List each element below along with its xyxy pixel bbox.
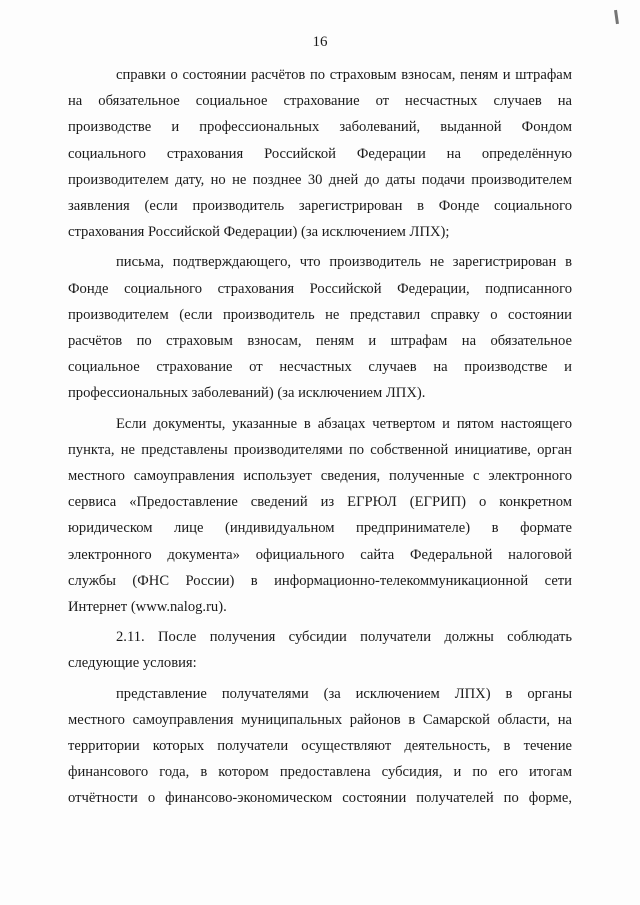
text-line: письма, подтверждающего, что производитель не зарегистрирован в bbox=[116, 254, 572, 271]
paragraph-letter bbox=[68, 249, 572, 406]
text-line: представление получателями (за исключением ЛПХ) в органы bbox=[116, 685, 572, 702]
text-line: пункта, не представлены производителями по собственной инициативе, орган bbox=[68, 441, 572, 458]
text-line: следующие условия: bbox=[68, 655, 197, 672]
text-line: Интернет (www.nalog.ru). bbox=[68, 599, 227, 616]
text-line: финансового года, в котором предоставлена субсидия, и по его итогам bbox=[68, 764, 572, 781]
text-line: производителем дату, но не позднее 30 дней до даты подачи производителем bbox=[68, 171, 572, 188]
text-line: профессиональных заболеваний) (за исключением ЛПХ). bbox=[68, 385, 426, 402]
paragraph-reporting bbox=[68, 681, 572, 812]
paragraph-section-2-11 bbox=[68, 624, 572, 676]
text-line: страхования Российской Федерации) (за исключением ЛПХ); bbox=[68, 224, 450, 241]
text-line: электронного документа» официального сайта Федеральной налоговой bbox=[68, 546, 572, 563]
paragraph-documents bbox=[68, 411, 572, 621]
text-line: службы (ФНС России) в информационно-телекоммуникационной сети bbox=[68, 572, 572, 589]
text-line: сервиса «Предоставление сведений из ЕГРЮЛ (ЕГРИП) о конкретном bbox=[68, 494, 572, 511]
text-line: на обязательное социальное страхование от несчастных случаев на bbox=[68, 93, 572, 110]
text-line: отчётности о финансово-экономическом состоянии получателей по форме, bbox=[68, 790, 572, 807]
text-line: заявления (если производитель зарегистрирован в Фонде социального bbox=[68, 198, 572, 215]
text-line: социального страхования Российской Федерации на определённую bbox=[68, 145, 572, 162]
text-line: производстве и профессиональных заболеваний, выданной Фондом bbox=[68, 119, 572, 136]
text-line: 2.11. После получения субсидии получатели должны соблюдать bbox=[116, 629, 572, 646]
document-body bbox=[68, 62, 572, 812]
text-line: социальное страхование от несчастных случаев на производстве и bbox=[68, 359, 572, 376]
text-line: юридическом лице (индивидуальном предпринимателе) в формате bbox=[68, 520, 572, 537]
text-line: территории которых получатели осуществляют деятельность, в течение bbox=[68, 738, 572, 755]
text-line: местного самоуправления использует сведения, полученные с электронного bbox=[68, 468, 572, 485]
paragraph-certificate bbox=[68, 62, 572, 245]
scan-mark bbox=[614, 10, 619, 24]
text-line: справки о состоянии расчётов по страховым взносам, пеням и штрафам bbox=[116, 67, 572, 83]
text-line: местного самоуправления муниципальных районов в Самарской области, на bbox=[68, 711, 572, 728]
page-number: 16 bbox=[312, 34, 328, 50]
text-line: Если документы, указанные в абзацах четвертом и пятом настоящего bbox=[116, 415, 572, 432]
text-line: Фонде социального страхования Российской Федерации, подписанного bbox=[68, 280, 572, 297]
text-line: производителем (если производитель не представил справку о состоянии bbox=[68, 306, 572, 323]
text-line: расчётов по страховым взносам, пеням и штрафам на обязательное bbox=[68, 333, 572, 350]
